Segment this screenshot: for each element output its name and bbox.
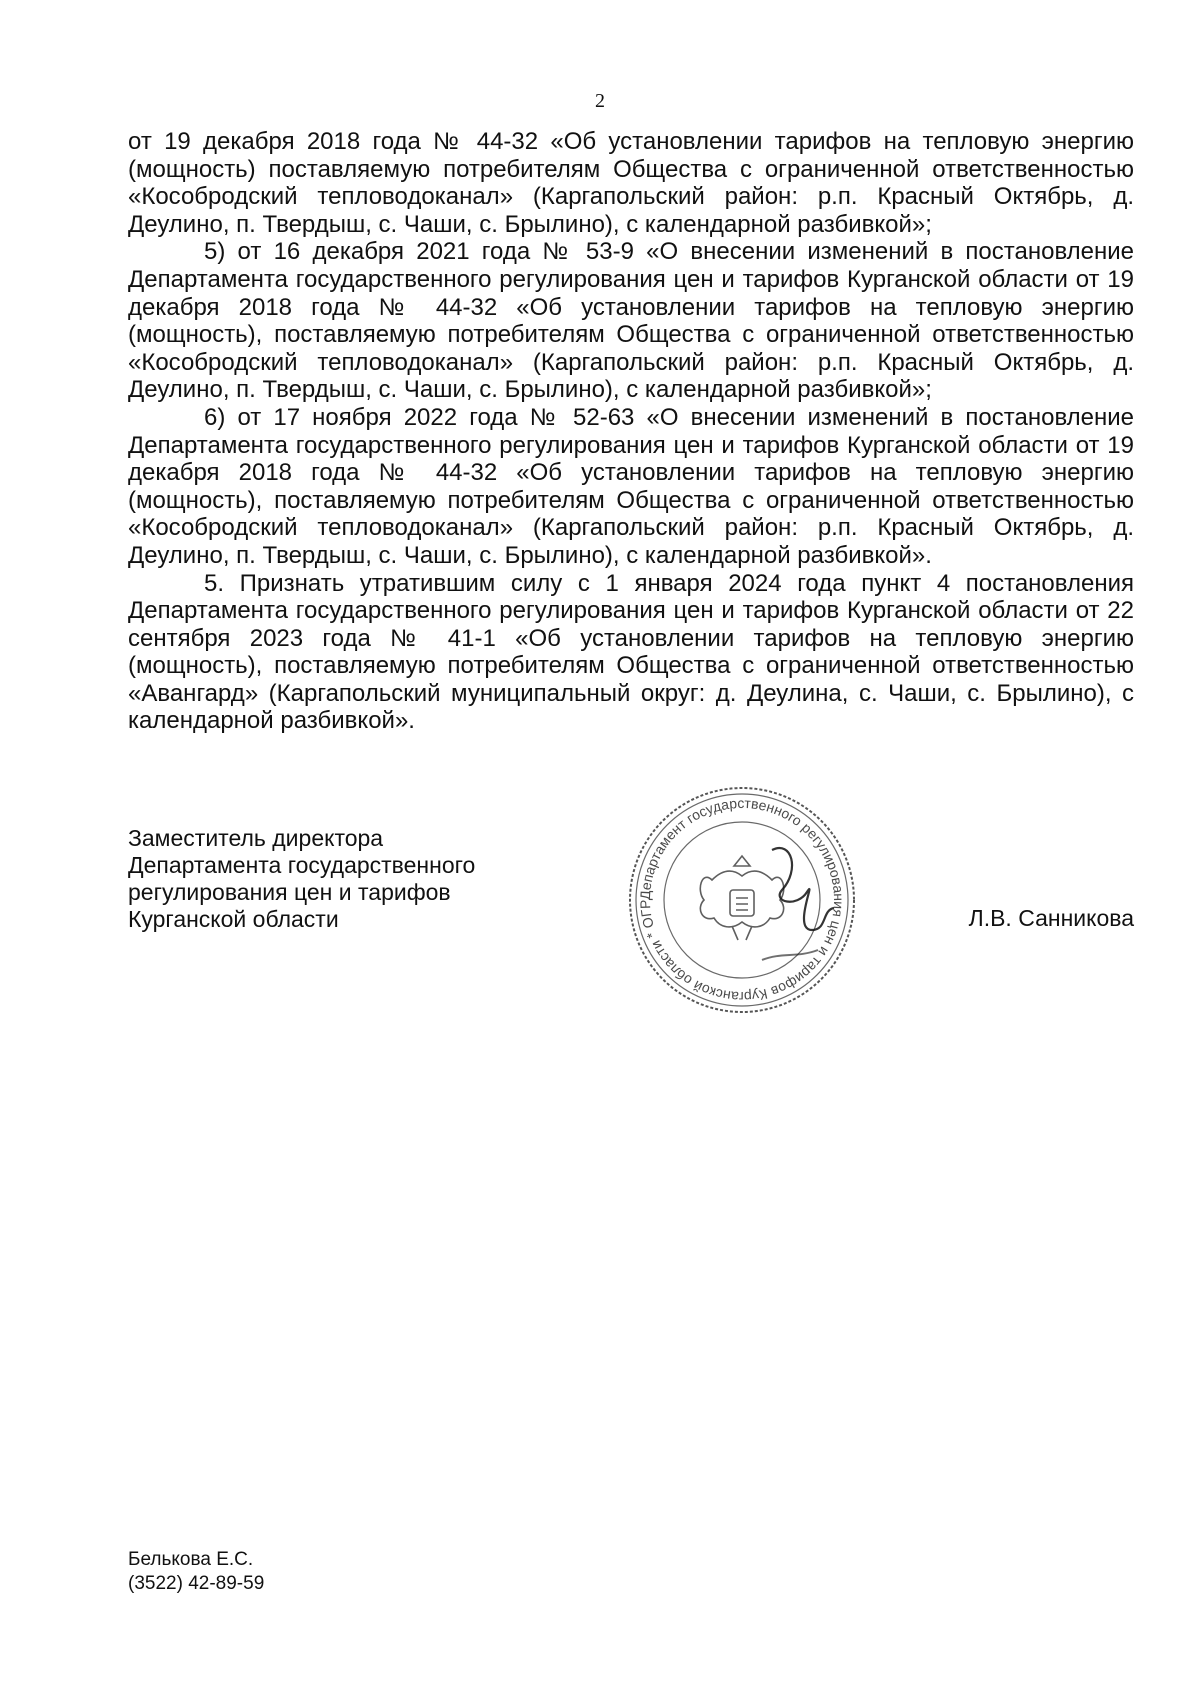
signatory-title-line: регулирования цен и тарифов (128, 879, 451, 905)
signatory-title-line: Заместитель директора (128, 825, 384, 851)
page-number: 2 (595, 90, 605, 112)
signatory-title-line: Курганской области (128, 906, 339, 932)
executor-name: Белькова Е.С. (128, 1549, 254, 1570)
official-seal-icon (622, 780, 862, 1020)
executor-contact (128, 1548, 264, 1596)
signatory-name: Л.В. Санникова (968, 905, 1134, 931)
seal-graphic (622, 780, 862, 1020)
seal-ring-text: Департамент государственного регулирования цен и тарифов Курганской области * ОГР (636, 794, 848, 1006)
paragraph-item-6: 6) от 17 ноября 2022 года № 52-63 «О внесении изменений в постановление Департамента государственного регулирования цен и тарифов Курганской области от 19 декабря 2018 года № 44-32 «Об установлении тарифов на тепловую энергию (мощность), поставляемую потребителям Общества с ограниченной ответственностью «Кособродский тепловодоканал» (Каргапольский район: р.п. Красный Октябрь, д. Деулино, п. Твердыш, с. Чаши, с. Брылино), с календарной разбивкой». (128, 403, 1134, 569)
emblem-icon (700, 856, 783, 940)
paragraph-item-5: 5) от 16 декабря 2021 года № 53-9 «О внесении изменений в постановление Департамента государственного регулирования цен и тарифов Курганской области от 19 декабря 2018 года № 44-32 «Об установлении тарифов на тепловую энергию (мощность), поставляемую потребителям Общества с ограниченной ответственностью «Кособродский тепловодоканал» (Каргапольский район: р.п. Красный Октябрь, д. Деулино, п. Твердыш, с. Чаши, с. Брылино), с календарной разбивкой»; (128, 238, 1134, 404)
document-body (128, 128, 1134, 735)
paragraph-point-5: 5. Признать утратившим силу с 1 января 2024 года пункт 4 постановления Департамента государственного регулирования цен и тарифов Курганской области от 22 сентября 2023 года № 41-1 «Об установлении тарифов на тепловую энергию (мощность), поставляемую потребителям Общества с ограниченной ответственностью «Авангард» (Каргапольский муниципальный округ: д. Деулина, с. Чаши, с. Брылино), с календарной разбивкой». (128, 569, 1134, 735)
paragraph-continuation: от 19 декабря 2018 года № 44-32 «Об установлении тарифов на тепловую энергию (мощность) поставляемую потребителям Общества с ограниченной ответственностью «Кособродский тепловодоканал» (Каргапольский район: р.п. Красный Октябрь, д. Деулино, п. Твердыш, с. Чаши, с. Брылино), с календарной разбивкой»; (128, 128, 1134, 238)
signatory-title (128, 825, 568, 933)
executor-phone: (3522) 42-89-59 (128, 1573, 265, 1594)
signatory-title-line: Департамента государственного (128, 852, 476, 878)
